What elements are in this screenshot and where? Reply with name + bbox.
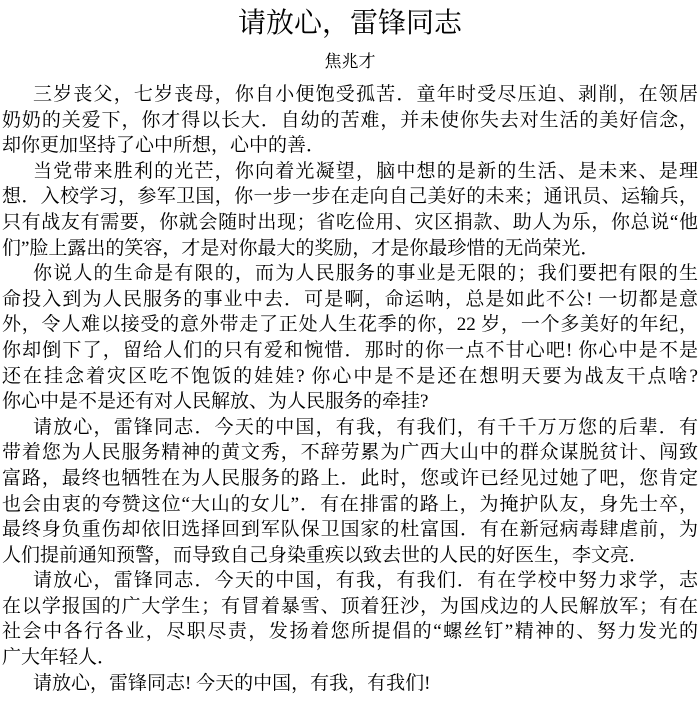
text-line: 当党带来胜利的光芒，你向着光凝望，脑中想的是新的生活、是未来、是理 bbox=[33, 160, 698, 182]
text-line: 只有战友有需要，你就会随时出现；省吃俭用、灾区捐款、助人为乐，你总说“他 bbox=[2, 211, 698, 233]
text-line: 们”脸上露出的笑容，才是对你最大的奖励，才是你最珍惜的无尚荣光． bbox=[2, 237, 600, 259]
text-line: 人们提前通知预警，而导致自己身染重疾以致去世的人民的好医生，李文亮． bbox=[2, 544, 649, 566]
text-line: 却你更加坚持了心中所想，心中的善． bbox=[2, 135, 326, 157]
text-line: 你心中是不是还有对人民解放、为人民服务的牵挂? bbox=[2, 391, 429, 413]
text-line: 社会中各行各业，尽职尽责，发扬着您所提倡的“螺丝钉”精神的、努力发光的 bbox=[2, 621, 698, 643]
author-name: 焦兆才 bbox=[324, 52, 376, 71]
text-line: 最终身负重伤却依旧选择回到军队保卫国家的杜富国．有在新冠病毒肆虐前，为 bbox=[2, 519, 698, 541]
text-line: 你却倒下了，留给人们的只有爱和惋惜．那时的你一点不甘心吧! 你心中是不是 bbox=[2, 339, 698, 361]
text-line: 也会由衷的夸赞这位“大山的女儿”．有在排雷的路上，为掩护队友，身先士卒， bbox=[2, 493, 698, 515]
text-line: 广大年轻人． bbox=[2, 647, 117, 669]
text-line: 带着您为人民服务精神的黄文秀，不辞劳累为广西大山中的群众谋脱贫计、闯致 bbox=[2, 442, 698, 464]
text-line: 请放心，雷锋同志．今天的中国，有我，有我们，有千千万万您的后辈．有 bbox=[33, 416, 698, 438]
text-line: 请放心，雷锋同志．今天的中国，有我，有我们．有在学校中努力求学，志 bbox=[33, 570, 698, 592]
text-line: 奶奶的关爱下，你才得以长大．自幼的苦难，并未使你失去对生活的美好信念， bbox=[2, 109, 698, 131]
text-line: 外，令人难以接受的意外带走了正处人生花季的你，22 岁，一个多美好的年纪， bbox=[2, 314, 698, 336]
text-line: 想．入校学习，参军卫国，你一步一步在走向自己美好的未来；通讯员、运输兵， bbox=[2, 186, 698, 208]
text-line: 三岁丧父，七岁丧母，你自小便饱受孤苦．童年时受尽压迫、剥削，在领居 bbox=[33, 84, 698, 105]
document-page bbox=[0, 8, 700, 696]
text-line: 请放心，雷锋同志! 今天的中国，有我，有我们! bbox=[33, 672, 431, 694]
text-line: 在以学报国的广大学生；有冒着暴雪、顶着狂沙，为国戍边的人民解放军；有在 bbox=[2, 595, 698, 617]
text-line: 富路，最终也牺牲在为人民服务的路上．此时，您或许已经见过她了吧，您肯定 bbox=[2, 467, 698, 489]
text-line: 你说人的生命是有限的，而为人民服务的事业是无限的；我们要把有限的生 bbox=[33, 263, 698, 285]
text-line: 命投入到为人民服务的事业中去．可是啊，命运呐，总是如此不公! 一切都是意 bbox=[2, 288, 698, 310]
text-line: 还在挂念着灾区吃不饱饭的娃娃? 你心中是不是还在想明天要为战友干点啥? bbox=[2, 365, 698, 387]
document-title: 请放心，雷锋同志 bbox=[237, 8, 462, 39]
document-body bbox=[2, 82, 698, 696]
